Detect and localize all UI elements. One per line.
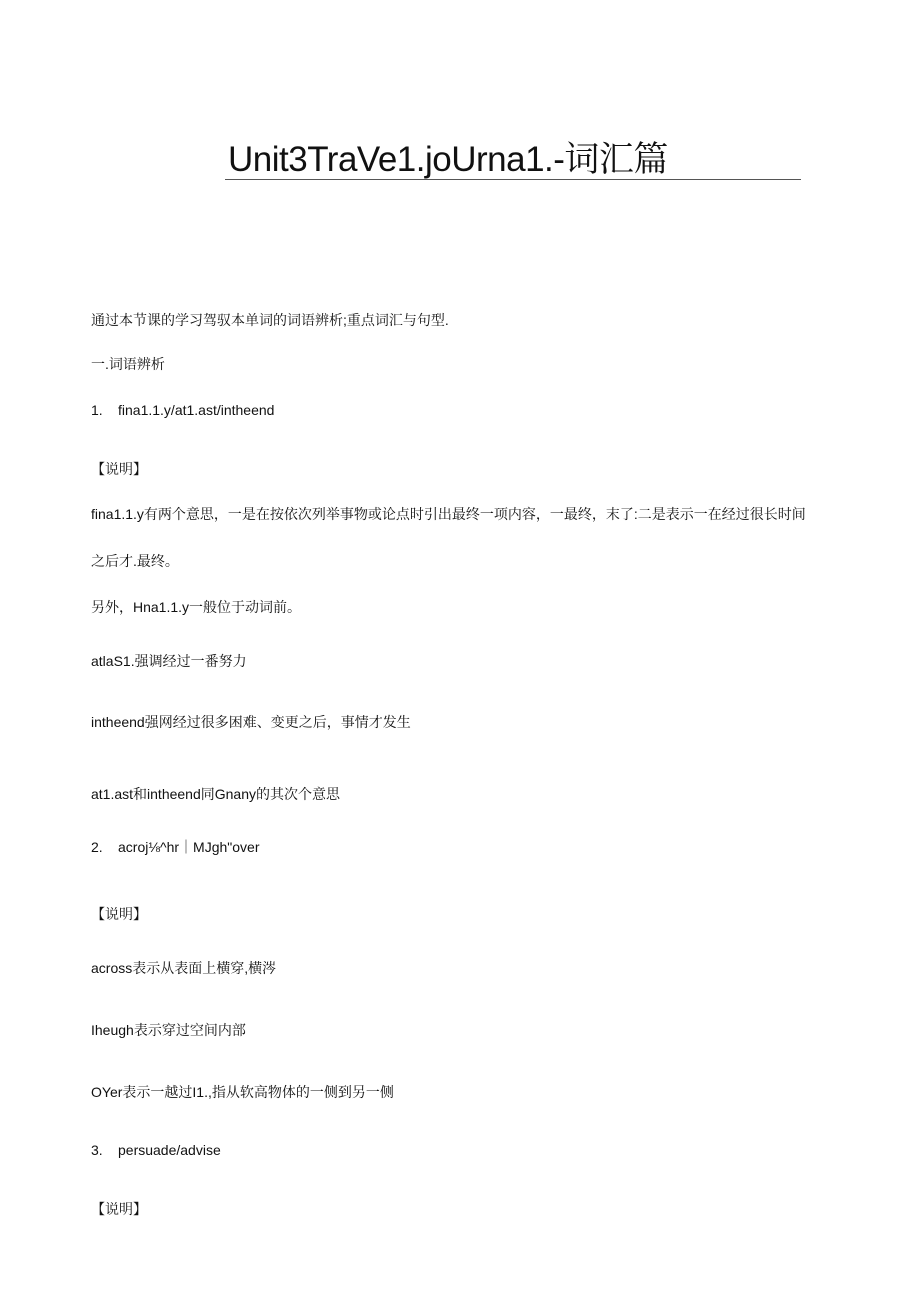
- item-number: 1.: [91, 402, 103, 418]
- item-term: persuade/advise: [118, 1142, 221, 1158]
- note-line: 另外，Hna1.1.y一般位于动词前。: [91, 599, 302, 615]
- note-line: at1.ast和intheend同Gnany的其次个意思: [91, 786, 340, 802]
- item-term: acroj⅛^hr｜MJgh"over: [118, 839, 260, 855]
- item-term: fina1.1.y/at1.ast/intheend: [118, 402, 275, 418]
- note-line: intheend强网经过很多困难、变更之后，事情才发生: [91, 714, 411, 730]
- note-line: OYer表示一越过I1.,指从软高物体的一侧到另一侧: [91, 1084, 394, 1100]
- note-label: 【说明】: [91, 461, 147, 477]
- intro-text: 通过本节课的学习驾驭本单词的词语辨析;重点词汇与句型.: [91, 312, 449, 328]
- item-number: 2.: [91, 839, 103, 855]
- note-line: atlaS1.强调经过一番努力: [91, 653, 247, 669]
- title-underline: [225, 179, 801, 180]
- note-line: fina1.1.y有两个意思，一是在按依次列举事物或论点时引出最终一项内容，一最终，末了:二是表示一在经过很长时间: [91, 506, 806, 522]
- note-line: 之后才.最终。: [91, 553, 179, 569]
- note-line: across表示从表面上横穿,横涔: [91, 960, 277, 976]
- item-heading: [91, 402, 274, 418]
- item-heading: [91, 837, 259, 857]
- note-label: 【说明】: [91, 906, 147, 922]
- note-line: Iheugh表示穿过空间内部: [91, 1022, 246, 1038]
- note-label: 【说明】: [91, 1201, 147, 1217]
- item-number: 3.: [91, 1142, 103, 1158]
- item-heading: [91, 1142, 221, 1158]
- section-heading: 一.词语辨析: [91, 356, 165, 372]
- document-title: Unit3TraVe1.joUrna1.-词汇篇: [228, 140, 668, 179]
